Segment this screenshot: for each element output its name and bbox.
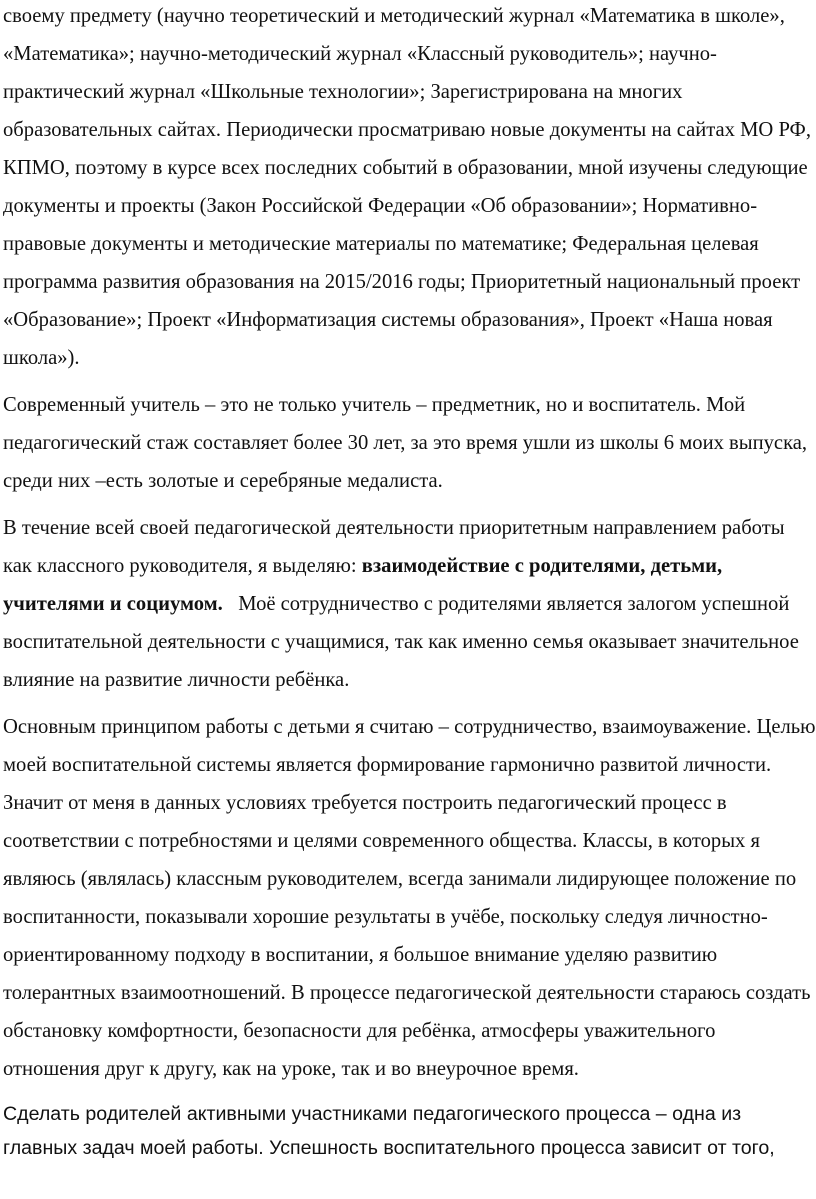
document-page xyxy=(3,0,816,1174)
paragraph-priorities xyxy=(3,509,816,699)
paragraph-parents: Сделать родителей активными участниками педагогического процесса – одна из главных задач моей работы. Успешность воспитательного процесса зависит от того, xyxy=(3,1103,775,1159)
paragraph-priorities-intro: В течение всей своей педагогической деятельности приоритетным направлением работы как классного руководителя, я выделяю: xyxy=(3,517,785,577)
paragraph-modern-teacher: Современный учитель – это не только учитель – предметник, но и воспитатель. Мой педагогический стаж составляет более 30 лет, за это время ушли из школы 6 моих выпуска, среди них –есть золотые и серебряные медалиста. xyxy=(3,394,808,492)
paragraph-journals: своему предмету (научно теоретический и методический журнал «Математика в школе», «Математика»; научно-методический журнал «Классный руководитель»; научно-практический журнал «Школьные технологии»; Зарегистрирована на многих образовательных сайтах. Периодически просматриваю новые документы на сайтах МО РФ, КПМО, поэтому в курсе всех последних событий в образовании, мной изучены следующие документы и проекты (Закон Российской Федерации «Об образовании»; Нормативно-правовые документы и методические материалы по математике; Федеральная целевая программа развития образования на 2015/2016 годы; Приоритетный национальный проект «Образование»; Проект «Информатизация системы образования», Проект «Наша новая школа»). xyxy=(3,5,811,369)
paragraph-priorities-bold: взаимодействие с родителями, детьми, учителями и социумом. xyxy=(3,555,723,615)
paragraph-priorities-rest: Моё сотрудничество с родителями является залогом успешной воспитательной деятельности с учащимися, так как именно семья оказывает значительное влияние на развитие личности ребёнка. xyxy=(3,593,804,691)
paragraph-principles: Основным принципом работы с детьми я считаю – сотрудничество, взаимоуважение. Целью моей воспитательной системы является формирование гармонично развитой личности. Значит от меня в данных условиях требуется построить педагогический процесс в соответствии с потребностями и целями современного общества. Классы, в которых я являюсь (являлась) классным руководителем, всегда занимали лидирующее положение по воспитанности, показывали хорошие результаты в учёбе, поскольку следуя личностно-ориентированному подходу в воспитании, я большое внимание уделяю развитию толерантных взаимоотношений. В процессе педагогической деятельности стараюсь создать обстановку комфортности, безопасности для ребёнка, атмосферы уважительного отношения друг к другу, как на уроке, так и во внеурочное время. xyxy=(3,716,816,1080)
